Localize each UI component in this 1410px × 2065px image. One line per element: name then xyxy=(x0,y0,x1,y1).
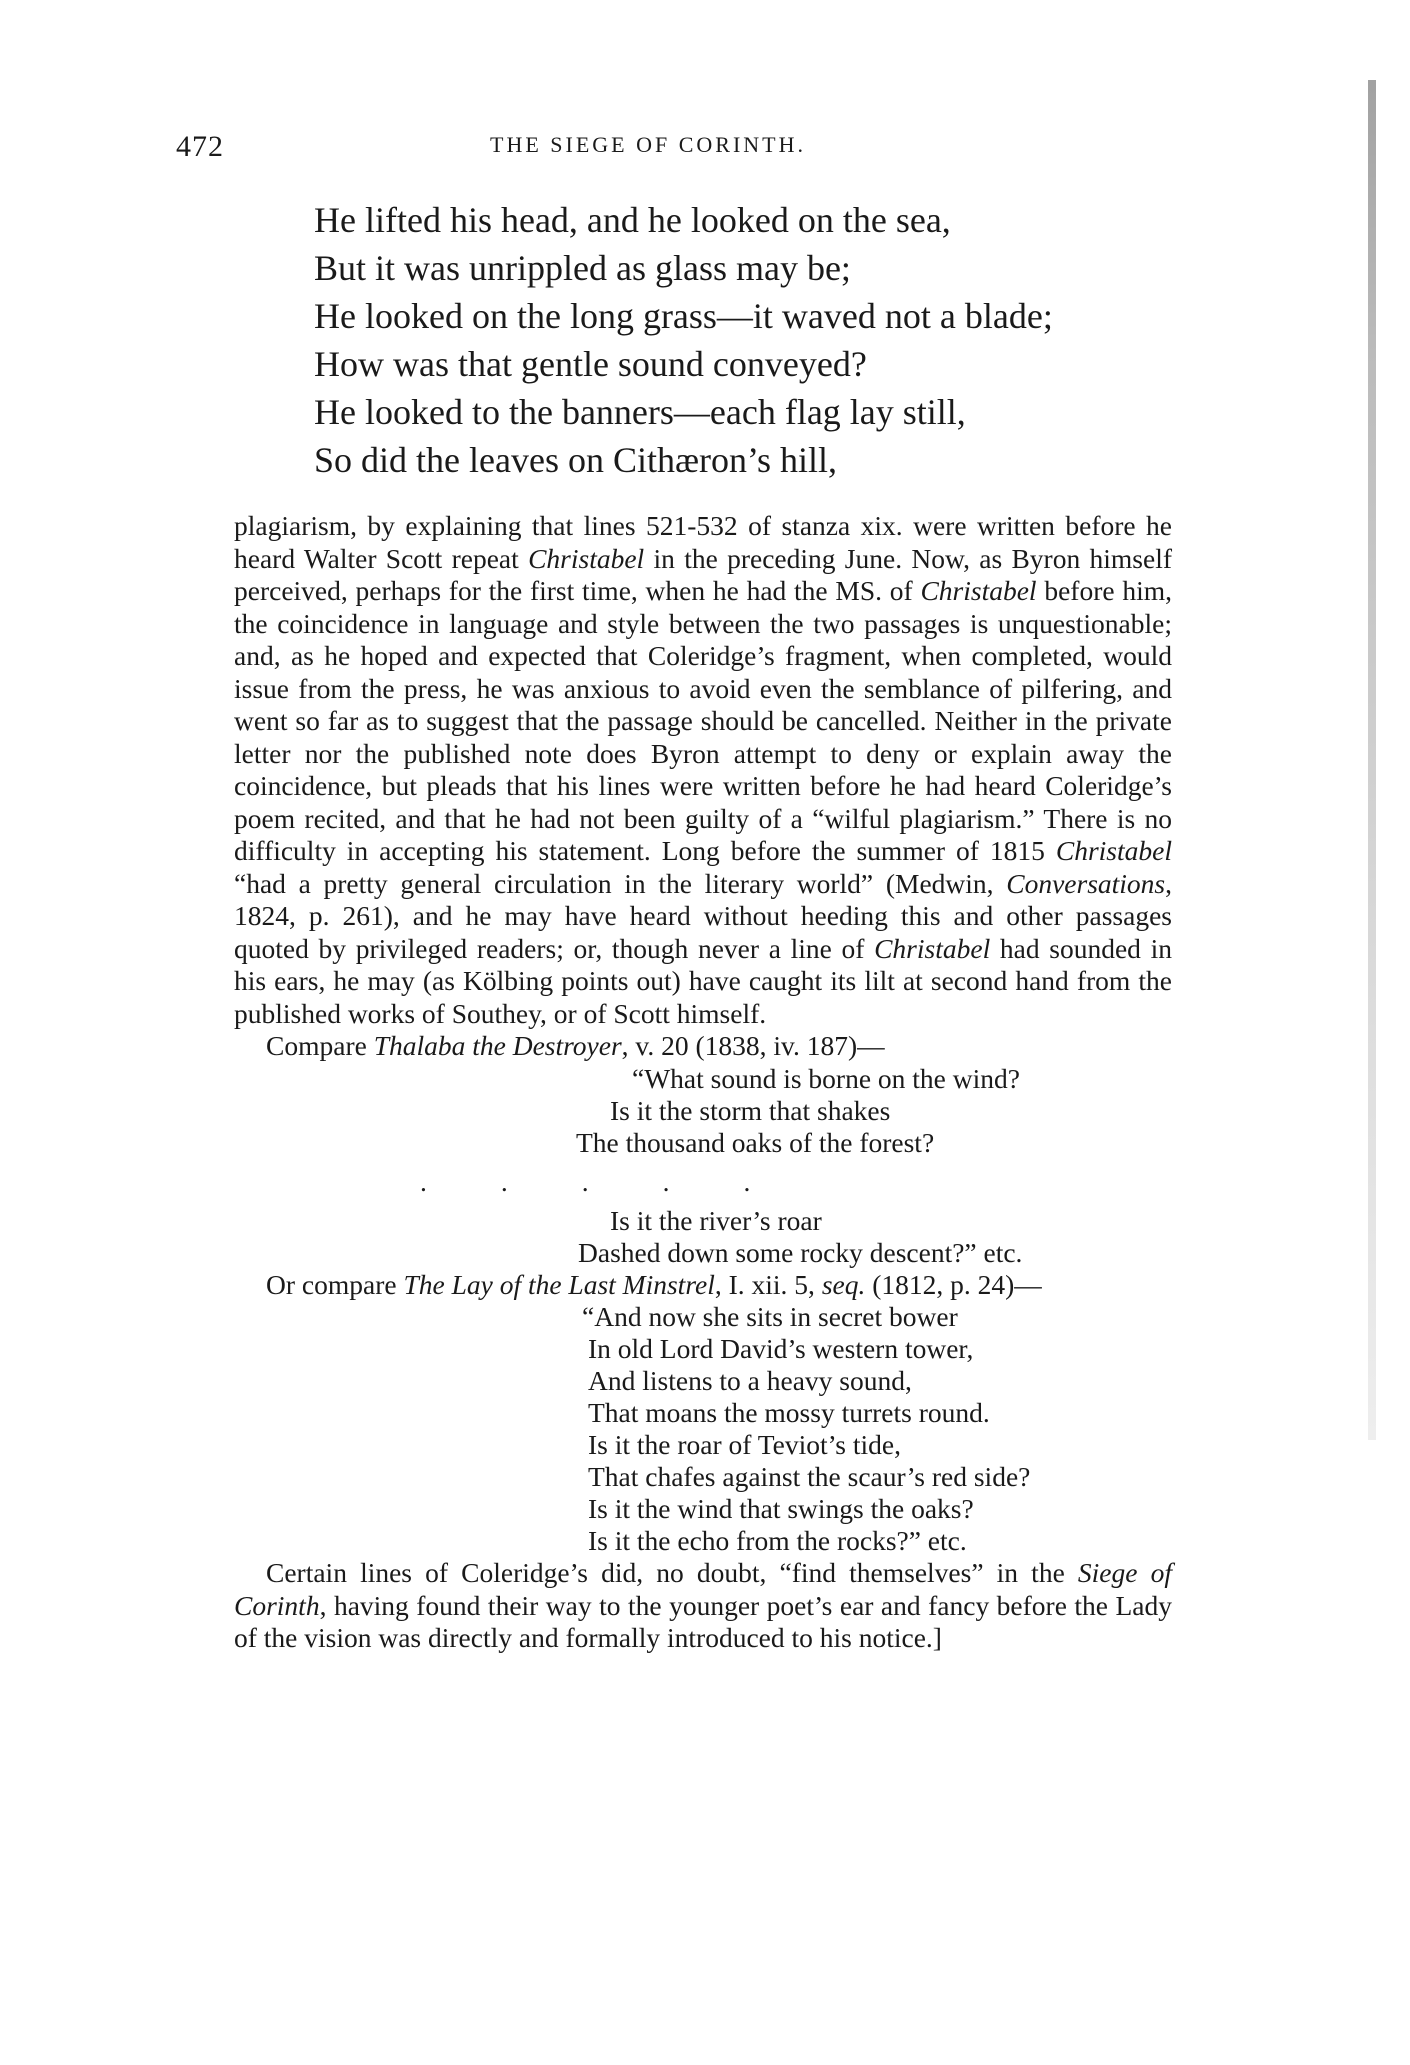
verse-line: How was that gentle sound conveyed? xyxy=(314,344,867,384)
quotation-thalaba-continued xyxy=(392,1205,1172,1269)
note-paragraph: plagiarism, by explaining that lines 521-532 of stanza xix. were written before he heard Walter Scott repeat Christabel in the preceding June. Now, as Byron himself perceived, perhaps for the first time, when he had the MS. of Christabel before him, the coincidence in language and style between the two passages is unquestionable; and, as he hoped and expected that Coleridge’s fragment, when completed, would issue from the press, he was anxious to avoid even the semblance of pilfering, and went so far as to suggest that the passage should be cancelled. Neither in the private letter nor the published note does Byron attempt to deny or explain away the coincidence, but pleads that his lines were written before he had heard Coleridge’s poem recited, and that he had not been guilty of a “wilful plagiarism.” There is no difficulty in accepting his statement. Long before the summer of 1815 Christabel “had a pretty general circulation in the literary world” (Medwin, Conversations, 1824, p. 261), and he may have heard without heeding this and other passages quoted by privileged readers; or, though never a line of Christabel had sounded in his ears, he may (as Kölbing points out) have caught its lilt at second hand from the published works of Southey, or of Scott himself. xyxy=(234,510,1172,1029)
quote-line: Dashed down some rocky descent?” etc. xyxy=(578,1236,1023,1268)
editorial-note xyxy=(234,510,1172,1655)
quote-line: In old Lord David’s western tower, xyxy=(588,1333,974,1364)
page-header xyxy=(0,130,1410,170)
page-binding-edge xyxy=(1368,80,1376,1440)
poem-verse xyxy=(314,196,1234,484)
verse-line: He lifted his head, and he looked on the sea, xyxy=(314,200,951,240)
quote-line: The thousand oaks of the forest? xyxy=(576,1126,935,1158)
quote-line: “And now she sits in secret bower xyxy=(582,1301,958,1332)
ellipsis-dots: ..... xyxy=(420,1165,825,1197)
quote-line: That chafes against the scaur’s red side? xyxy=(588,1461,1031,1492)
verse-line: So did the leaves on Cithæron’s hill, xyxy=(314,440,837,480)
page-number: 472 xyxy=(176,130,224,163)
quote-line: Is it the roar of Teviot’s tide, xyxy=(588,1429,901,1460)
quote-line: “What sound is borne on the wind? xyxy=(632,1062,1020,1094)
quote-line: Is it the storm that shakes xyxy=(610,1094,891,1126)
quotation-ellipsis xyxy=(234,1159,1172,1205)
quote-line: And listens to a heavy sound, xyxy=(588,1365,912,1396)
quotation-lay xyxy=(392,1301,1172,1557)
running-head: THE SIEGE OF CORINTH. xyxy=(490,132,806,157)
verse-line: But it was unrippled as glass may be; xyxy=(314,248,851,288)
quote-line: Is it the wind that swings the oaks? xyxy=(588,1493,974,1524)
quote-line: Is it the river’s roar xyxy=(610,1204,822,1236)
note-paragraph-final: Certain lines of Coleridge’s did, no doubt, “find themselves” in the Siege of Corinth, having found their way to the younger poet’s ear and fancy before the Lady of the vision was directly and formally introduced to his notice.] xyxy=(234,1557,1172,1653)
quotation-thalaba xyxy=(392,1063,1172,1159)
note-paragraph-lay: Or compare The Lay of the Last Minstrel, I. xii. 5, seq. (1812, p. 24)— xyxy=(266,1268,1042,1300)
quote-line: That moans the mossy turrets round. xyxy=(588,1397,990,1428)
verse-line: He looked to the banners—each flag lay still, xyxy=(314,392,966,432)
verse-line: He looked on the long grass—it waved not a blade; xyxy=(314,296,1053,336)
quote-line: Is it the echo from the rocks?” etc. xyxy=(588,1525,967,1556)
note-paragraph-thalaba: Compare Thalaba the Destroyer, v. 20 (1838, iv. 187)— xyxy=(266,1030,885,1061)
